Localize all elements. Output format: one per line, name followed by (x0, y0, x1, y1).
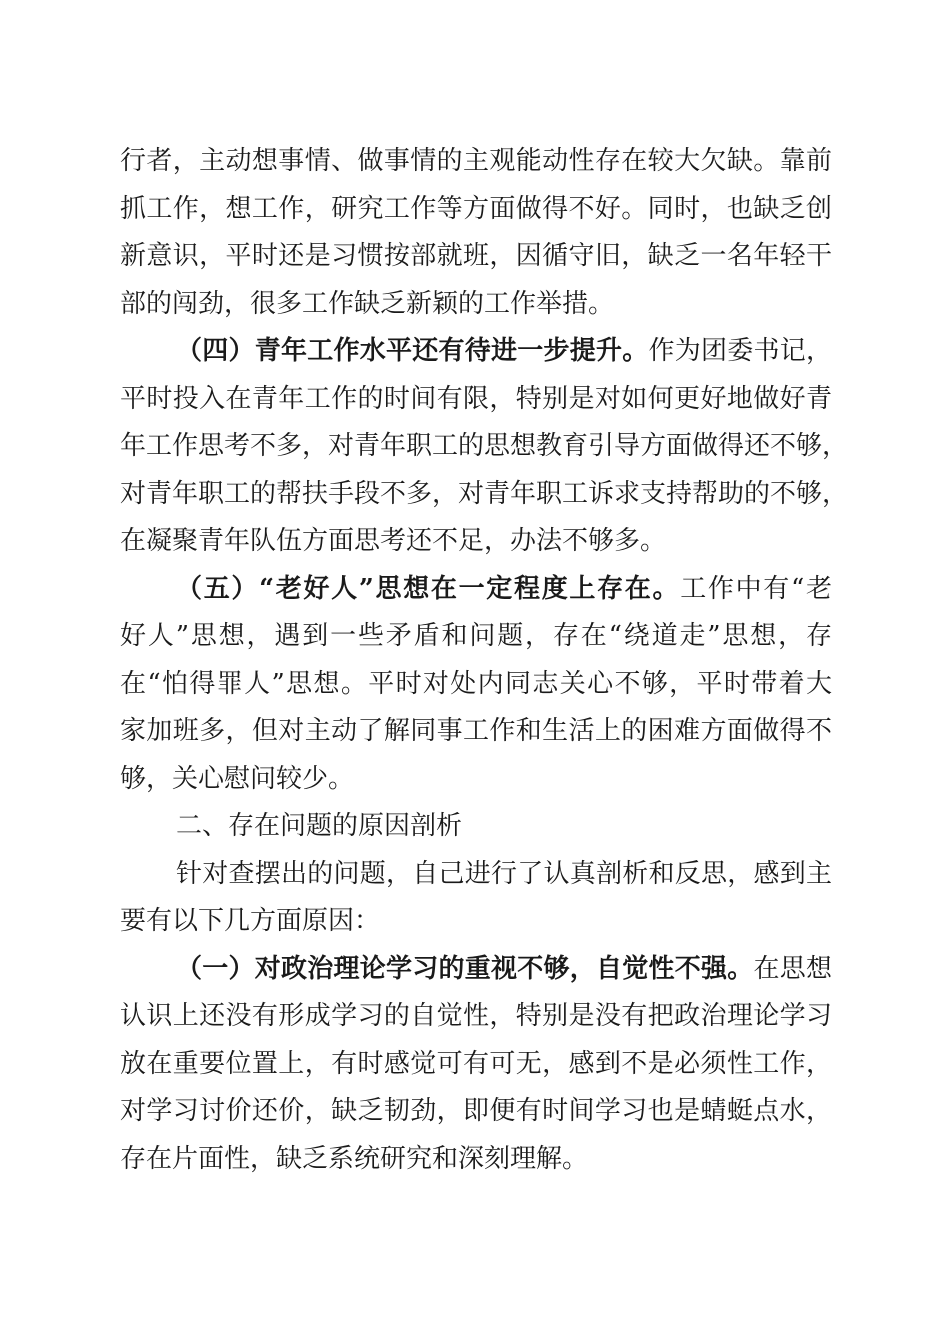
text-line: 好人”思想，遇到一些矛盾和问题，存在“绕道走”思想，存 (120, 621, 832, 651)
paragraph-continuation (120, 138, 832, 328)
text-line: 抓工作，想工作，研究工作等方面做得不好。同时，也缺乏创 (120, 193, 832, 224)
text-line-first (120, 328, 832, 376)
text-line: 家加班多，但对主动了解同事工作和生活上的困难方面做得不 (120, 716, 832, 746)
text-line: 对学习讨价还价，缺乏韧劲，即便有时间学习也是蜻蜓点水， (120, 1096, 832, 1126)
paragraph-intro (120, 851, 832, 946)
text-line: 对青年职工的帮扶手段不多，对青年职工诉求支持帮助的不够， (120, 478, 849, 509)
paragraph-text: 作为团委书记， (648, 336, 832, 366)
text-line: 认识上还没有形成学习的自觉性，特别是没有把政治理论学习 (120, 1001, 832, 1031)
paragraph-lead: （五）“老好人”思想在一定程度上存在。 (176, 573, 681, 604)
text-line: 在凝聚青年队伍方面思考还不足，办法不够多。 (120, 526, 667, 556)
text-line: 新意识，平时还是习惯按部就班，因循守旧，缺乏一名年轻干 (120, 241, 832, 271)
text-line: 要有以下几方面原因： (120, 906, 381, 936)
text-line: 年工作思考不多，对青年职工的思想教育引导方面做得还不够， (120, 431, 849, 461)
paragraph-good-guy (120, 566, 832, 804)
paragraph-lead: （四）青年工作水平还有待进一步提升。 (176, 336, 649, 366)
text-line-first (120, 946, 832, 994)
text-line: 部的闯劲，很多工作缺乏新颖的工作举措。 (120, 288, 615, 319)
text-line: 在“怕得罪人”思想。平时对处内同志关心不够，平时带着大 (120, 668, 832, 699)
paragraph-text: 工作中有“老 (680, 573, 832, 604)
paragraph-theory-study (120, 946, 832, 1184)
text-line: 放在重要位置上，有时感觉可有可无，感到不是必须性工作， (120, 1048, 832, 1079)
text-line: 平时投入在青年工作的时间有限，特别是对如何更好地做好青 (120, 383, 832, 414)
document-page (120, 138, 849, 1183)
paragraph-text: 在思想 (753, 953, 832, 984)
paragraph-lead: （一）对政治理论学习的重视不够，自觉性不强。 (176, 953, 754, 984)
text-line: 存在片面性，缺乏系统研究和深刻理解。 (120, 1143, 589, 1174)
text-line: 够，关心慰问较少。 (120, 763, 355, 794)
text-line: 行者，主动想事情、做事情的主观能动性存在较大欠缺。靠前 (120, 146, 832, 176)
text-line-first (120, 566, 832, 614)
section-heading: 二、存在问题的原因剖析 (176, 811, 463, 841)
text-line-first: 针对查摆出的问题，自己进行了认真剖析和反思，感到主 (176, 858, 832, 889)
paragraph-youth-work (120, 328, 849, 566)
